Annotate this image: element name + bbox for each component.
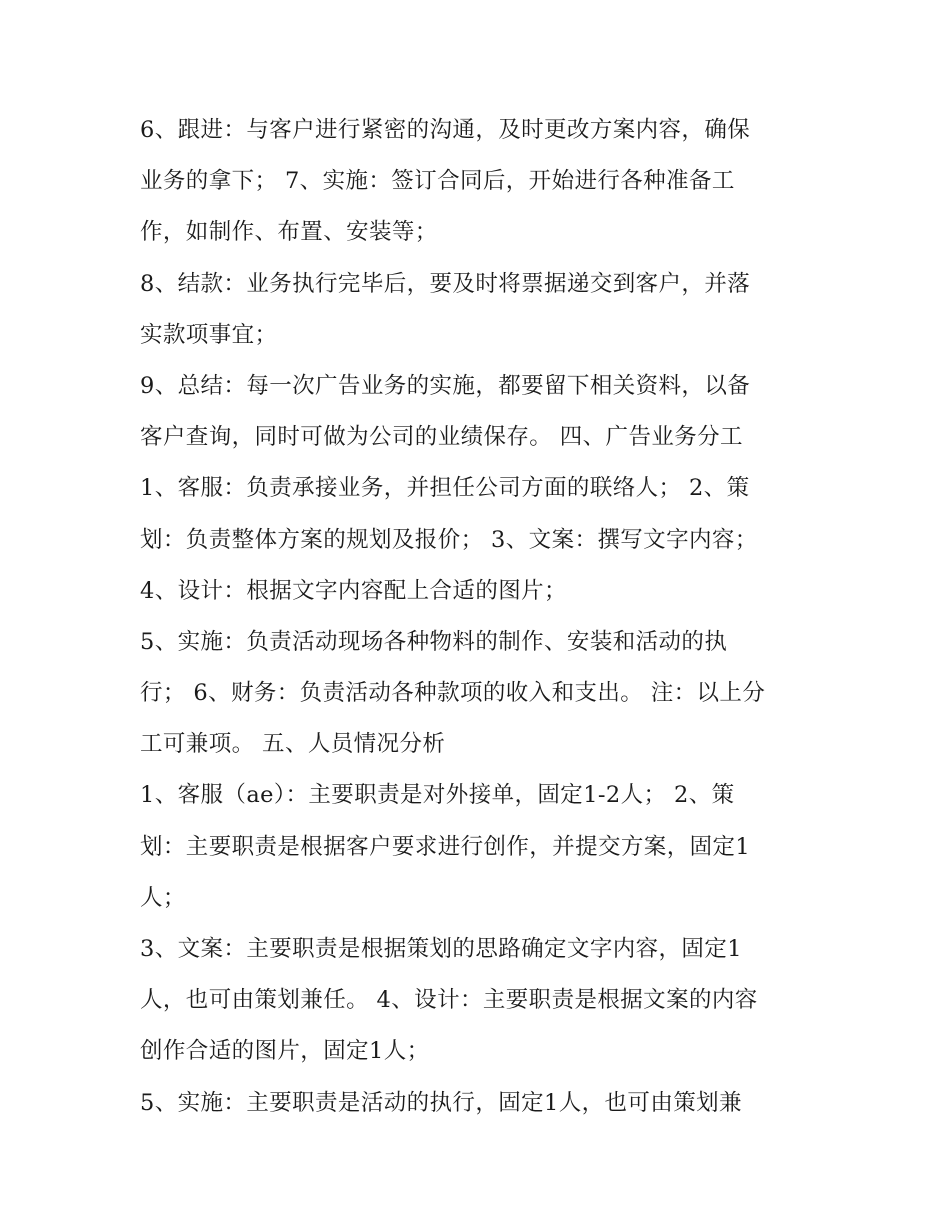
text-line: 5、实施：负责活动现场各种物料的制作、安装和活动的执 bbox=[140, 628, 728, 655]
text-line: 工可兼项。 五、人员情况分析 bbox=[140, 731, 446, 758]
text-line: 实款项事宜； bbox=[140, 321, 278, 348]
text-line: 业务的拿下； 7、实施：签订合同后，开始进行各种准备工 bbox=[140, 168, 735, 195]
text-line: 3、文案：主要职责是根据策划的思路确定文字内容，固定1 bbox=[140, 936, 742, 962]
text-line: 5、实施：主要职责是活动的执行，固定1人，也可由策划兼 bbox=[140, 1089, 742, 1116]
text-line: 8、结款：业务执行完毕后，要及时将票据递交到客户，并落 bbox=[140, 270, 751, 297]
text-line: 作，如制作、布置、安装等； bbox=[140, 219, 438, 246]
text-line: 6、跟进：与客户进行紧密的沟通，及时更改方案内容，确保 bbox=[140, 117, 751, 143]
text-line: 客户查询，同时可做为公司的业绩保存。 四、广告业务分工 bbox=[140, 424, 743, 451]
text-line: 9、总结：每一次广告业务的实施，都要留下相关资料，以备 bbox=[140, 372, 751, 399]
text-line: 4、设计：根据文字内容配上合适的图片； bbox=[140, 577, 567, 604]
text-line: 行； 6、财务：负责活动各种款项的收入和支出。 注：以上分 bbox=[140, 680, 766, 707]
text-line: 划：主要职责是根据客户要求进行创作，并提交方案，固定1 bbox=[140, 833, 751, 860]
text-line: 1、客服：负责承接业务，并担任公司方面的联络人； 2、策 bbox=[140, 475, 750, 502]
text-line: 1、客服（ae）：主要职责是对外接单，固定1-2人； 2、策 bbox=[140, 782, 735, 809]
text-line: 人； bbox=[140, 884, 186, 911]
body-text bbox=[140, 105, 820, 1129]
text-line: 创作合适的图片，固定1人； bbox=[140, 1038, 430, 1065]
text-line: 人，也可由策划兼任。 4、设计：主要职责是根据文案的内容 bbox=[140, 987, 758, 1014]
text-line: 划：负责整体方案的规划及报价； 3、文案：撰写文字内容； bbox=[140, 526, 758, 553]
